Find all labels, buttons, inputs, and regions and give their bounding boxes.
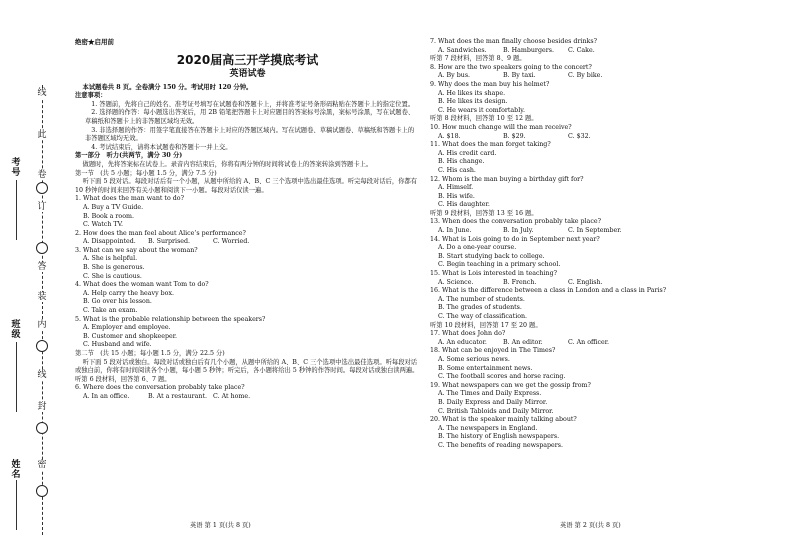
option[interactable]: A. His credit card. bbox=[438, 149, 497, 157]
option[interactable]: A. The number of students. bbox=[438, 295, 525, 303]
exam-number-line[interactable] bbox=[16, 180, 17, 240]
question bbox=[430, 141, 785, 175]
option[interactable]: C. Husband and wife. bbox=[83, 341, 152, 349]
exam-number-label: 考号 bbox=[11, 158, 21, 178]
section1-desc: 听下面 5 段对话。每段对话后有一个小题，从题中所给的 A、B、C 三个选项中选出最佳选项。听完每段对话后，你都有 10 秒钟的时间来回答有关小题和阅读下一小题。每段对话仅读一遍。 bbox=[75, 178, 418, 194]
option[interactable]: B. The history of English newspapers. bbox=[438, 433, 560, 441]
option[interactable]: C. His daughter. bbox=[438, 201, 490, 209]
option[interactable]: A. Help carry the heavy box. bbox=[83, 289, 175, 297]
question bbox=[430, 347, 785, 381]
binding-word: 此 bbox=[35, 130, 49, 140]
option[interactable]: C. Worried. bbox=[213, 238, 250, 246]
exam-info: 本试题卷共 8 页。全卷满分 150 分。考试用时 120 分钟。 bbox=[82, 83, 253, 91]
question bbox=[430, 287, 785, 321]
option[interactable]: B. Go over his lesson. bbox=[83, 298, 152, 306]
option-row bbox=[75, 238, 420, 247]
option[interactable]: A. By bus. bbox=[438, 72, 471, 80]
option-row bbox=[75, 393, 420, 402]
binding-circle bbox=[36, 485, 48, 497]
question-text: 2. How does the man feel about Alice’s performance? bbox=[75, 229, 246, 237]
question-text: 13. When does the conversation probably take place? bbox=[430, 218, 601, 226]
question-text: 19. What newspapers can we get the gossip from? bbox=[430, 381, 591, 389]
material-note: 听第 10 段材料，回答第 17 至 20 题。 bbox=[430, 321, 542, 329]
option[interactable]: A. He likes its shape. bbox=[438, 89, 506, 97]
question bbox=[75, 316, 420, 350]
name-label: 姓名 bbox=[11, 460, 21, 480]
option[interactable]: B. Customer and shopkeeper. bbox=[83, 332, 178, 340]
binding-word: 线 bbox=[35, 370, 49, 380]
question-text: 8. How are the two speakers going to the concert? bbox=[430, 63, 592, 71]
option[interactable]: B. In July. bbox=[503, 227, 534, 235]
question bbox=[75, 281, 420, 315]
option[interactable]: C. The benefits of reading newspapers. bbox=[438, 441, 564, 449]
binding-margin bbox=[4, 30, 62, 535]
question bbox=[430, 81, 785, 115]
question bbox=[75, 230, 420, 247]
option[interactable]: A. She is helpful. bbox=[83, 255, 138, 263]
option[interactable]: C. British Tabloids and Daily Mirror. bbox=[438, 407, 554, 415]
question bbox=[430, 330, 785, 347]
option[interactable]: C. His cash. bbox=[438, 166, 476, 174]
option[interactable]: C. $32. bbox=[568, 132, 591, 140]
question bbox=[430, 270, 785, 287]
question-text: 1. What does the man want to do? bbox=[75, 195, 184, 203]
binding-circle bbox=[36, 422, 48, 434]
option[interactable]: B. Daily Express and Daily Mirror. bbox=[438, 398, 548, 406]
class-line[interactable] bbox=[16, 342, 17, 412]
section2-title: 第二节 (共 15 小题；每小题 1.5 分，满分 22.5 分) bbox=[75, 350, 225, 357]
option[interactable]: A. Some serious news. bbox=[438, 355, 510, 363]
option[interactable]: B. His wife. bbox=[438, 192, 475, 200]
question bbox=[430, 218, 785, 235]
binding-word: 订 bbox=[35, 202, 49, 212]
option[interactable]: B. Hamburgers. bbox=[503, 46, 554, 54]
question-text: 14. What is Lois going to do in September next year? bbox=[430, 235, 600, 243]
material-note: 听第 7 段材料，回答第 8、9 题。 bbox=[430, 55, 526, 63]
page-footer-left: 英语 第 1 页(共 8 页) bbox=[190, 522, 251, 529]
option[interactable]: A. In an office. bbox=[83, 392, 130, 400]
note-item: 4. 考试结束后，请将本试题卷和答题卡一并上交。 bbox=[91, 143, 232, 151]
option[interactable]: A. Buy a TV Guide. bbox=[83, 203, 144, 211]
option[interactable]: A. $18. bbox=[438, 132, 461, 140]
question-text: 16. What is the difference between a class in London and a class in Paris? bbox=[430, 287, 667, 295]
right-column bbox=[430, 38, 785, 451]
option[interactable]: A. Disappointed. bbox=[83, 238, 136, 246]
section2-note: 听第 6 段材料，回答第 6、7 题。 bbox=[75, 375, 171, 383]
question bbox=[430, 236, 785, 270]
left-question-list bbox=[75, 195, 420, 350]
part1-title: 第一部分 听力(共两节，满分 30 分) bbox=[75, 152, 183, 160]
left-column bbox=[75, 38, 420, 402]
option[interactable]: B. At a restaurant. bbox=[148, 392, 208, 400]
question bbox=[430, 416, 785, 450]
option[interactable]: C. Begin teaching in a primary school. bbox=[438, 261, 561, 269]
question-text: 12. Whom is the man buying a birthday gift for? bbox=[430, 175, 584, 183]
secret-mark: 绝密★启用前 bbox=[75, 38, 114, 46]
option[interactable]: B. French. bbox=[503, 278, 537, 286]
option[interactable]: C. An officer. bbox=[568, 338, 610, 346]
note-item: 3. 非选择题的作答：用签字笔直接答在答题卡上对应的答题区域内。写在试题卷、草稿试题卷、草稿纸和答题卡上的非答题区域均无效。 bbox=[85, 126, 415, 143]
binding-word: 装 bbox=[35, 292, 49, 302]
option[interactable]: C. Watch TV. bbox=[83, 221, 124, 229]
option[interactable]: B. By taxi. bbox=[503, 72, 536, 80]
note-item: 1. 答题前，先将自己的姓名、准考证号填写在试题卷和答题卡上，并将准考证号条形码粘贴在答题卡上的指定位置。 bbox=[91, 100, 415, 108]
option[interactable]: B. Book a room. bbox=[83, 212, 134, 220]
option[interactable]: A. Science. bbox=[438, 278, 474, 286]
question bbox=[430, 38, 785, 55]
option-row bbox=[430, 227, 785, 236]
option[interactable]: B. His change. bbox=[438, 158, 485, 166]
notes-title: 注意事项： bbox=[75, 92, 107, 100]
binding-word: 线 bbox=[35, 88, 49, 98]
option[interactable]: C. The football scores and horse racing. bbox=[438, 373, 566, 381]
option[interactable]: A. Sandwiches. bbox=[438, 46, 487, 54]
binding-circle bbox=[36, 242, 48, 254]
binding-circle bbox=[36, 340, 48, 352]
question-text: 17. What does John do? bbox=[430, 330, 506, 338]
binding-word: 内 bbox=[35, 320, 49, 330]
option[interactable]: C. The way of classification. bbox=[438, 313, 528, 320]
question bbox=[430, 124, 785, 141]
option[interactable]: A. Do a one-year course. bbox=[438, 244, 517, 252]
question-text: 6. Where does the conversation probably take place? bbox=[75, 384, 245, 392]
question-text: 3. What can we say about the woman? bbox=[75, 246, 198, 254]
question-text: 20. What is the speaker mainly talking about? bbox=[430, 416, 577, 424]
question bbox=[430, 382, 785, 416]
question-text: 18. What can be enjoyed in The Times? bbox=[430, 347, 556, 355]
question bbox=[430, 64, 785, 81]
exam-title: 2020届高三开学摸底考试 bbox=[176, 52, 319, 67]
option[interactable]: C. Take an exam. bbox=[83, 307, 138, 315]
question-text: 5. What is the probable relationship between the speakers? bbox=[75, 315, 266, 323]
option-row bbox=[430, 339, 785, 348]
section1-title: 第一节 (共 5 小题；每小题 1.5 分，满分 7.5 分) bbox=[75, 169, 217, 177]
question-text: 10. How much change will the man receive? bbox=[430, 123, 572, 131]
class-label: 班级 bbox=[11, 320, 21, 340]
question bbox=[75, 195, 420, 229]
material-note: 听第 9 段材料，回答第 13 至 16 题。 bbox=[430, 209, 538, 217]
option[interactable]: B. Start studying back to college. bbox=[438, 252, 545, 260]
option[interactable]: C. By bike. bbox=[568, 72, 603, 80]
name-line[interactable] bbox=[16, 480, 17, 530]
option[interactable]: C. At home. bbox=[213, 392, 251, 400]
binding-word: 封 bbox=[35, 402, 49, 412]
option[interactable]: B. She is generous. bbox=[83, 264, 145, 272]
option-row bbox=[430, 133, 785, 142]
question-6 bbox=[75, 384, 420, 401]
option[interactable]: A. In June. bbox=[438, 227, 472, 235]
note-item: 2. 选择题的作答：每小题选出答案后，用 2B 铅笔把答题卡上对应题目的答案标号涂黑，案标号涂黑，写在试题卷、草稿纸和答题卡上的非答题区域均无效。 bbox=[85, 109, 415, 125]
option[interactable]: B. An editor. bbox=[503, 338, 543, 346]
option-row bbox=[430, 279, 785, 288]
option[interactable]: A. The newspapers in England. bbox=[438, 424, 538, 432]
option-row bbox=[430, 47, 785, 56]
option-row bbox=[430, 72, 785, 81]
option[interactable]: B. Some entertainment news. bbox=[438, 364, 533, 372]
material-note: 听第 8 段材料，回答第 10 至 12 题。 bbox=[430, 115, 538, 123]
part1-desc: 做题时，先将答案标在试卷上。录音内容结束后，你将有两分钟的时间将试卷上的答案转涂到答题卡上。 bbox=[82, 160, 373, 168]
option[interactable]: C. He wears it comfortably. bbox=[438, 106, 525, 114]
option[interactable]: B. $29. bbox=[503, 132, 526, 140]
option[interactable]: C. English. bbox=[568, 278, 603, 286]
option[interactable]: A. Employer and employee. bbox=[83, 324, 171, 332]
question-text: 4. What does the woman want Tom to do? bbox=[75, 281, 209, 289]
page-footer-right: 英语 第 2 页(共 8 页) bbox=[560, 522, 621, 529]
exam-subtitle: 英语试卷 bbox=[229, 68, 266, 79]
question-text: 15. What is Lois interested in teaching? bbox=[430, 270, 558, 278]
question bbox=[430, 176, 785, 210]
binding-circle bbox=[36, 182, 48, 194]
option[interactable]: C. Cake. bbox=[568, 46, 595, 54]
option[interactable]: C. She is cautious. bbox=[83, 272, 142, 280]
option[interactable]: B. The grades of students. bbox=[438, 304, 522, 312]
option[interactable]: B. Surprised. bbox=[148, 238, 191, 246]
question bbox=[75, 247, 420, 281]
question-text: 7. What does the man finally choose besides drinks? bbox=[430, 38, 597, 45]
section2-desc: 听下面 5 段对话或独白。每段对话或独白后有几个小题，从题中所给的 A、B、C 三个选项中选出最佳选项。听每段对话或独白前，你将有时间阅读各个小题，每小题 5 秒钟；听完后，各小题将给出 5 秒钟的作答时间。每段对话或独白读两遍。 bbox=[75, 358, 419, 375]
binding-word: 答 bbox=[35, 262, 49, 272]
option[interactable]: C. In September. bbox=[568, 227, 622, 235]
binding-word: 密 bbox=[35, 460, 49, 470]
option[interactable]: A. Himself. bbox=[438, 184, 474, 192]
option[interactable]: A. The Times and Daily Express. bbox=[438, 390, 542, 398]
option[interactable]: B. He likes its design. bbox=[438, 98, 508, 106]
question-text: 9. Why does the man buy his helmet? bbox=[430, 80, 550, 88]
question-text: 11. What does the man forget taking? bbox=[430, 141, 551, 149]
option[interactable]: A. An educator. bbox=[438, 338, 487, 346]
binding-word: 卷 bbox=[35, 170, 49, 180]
